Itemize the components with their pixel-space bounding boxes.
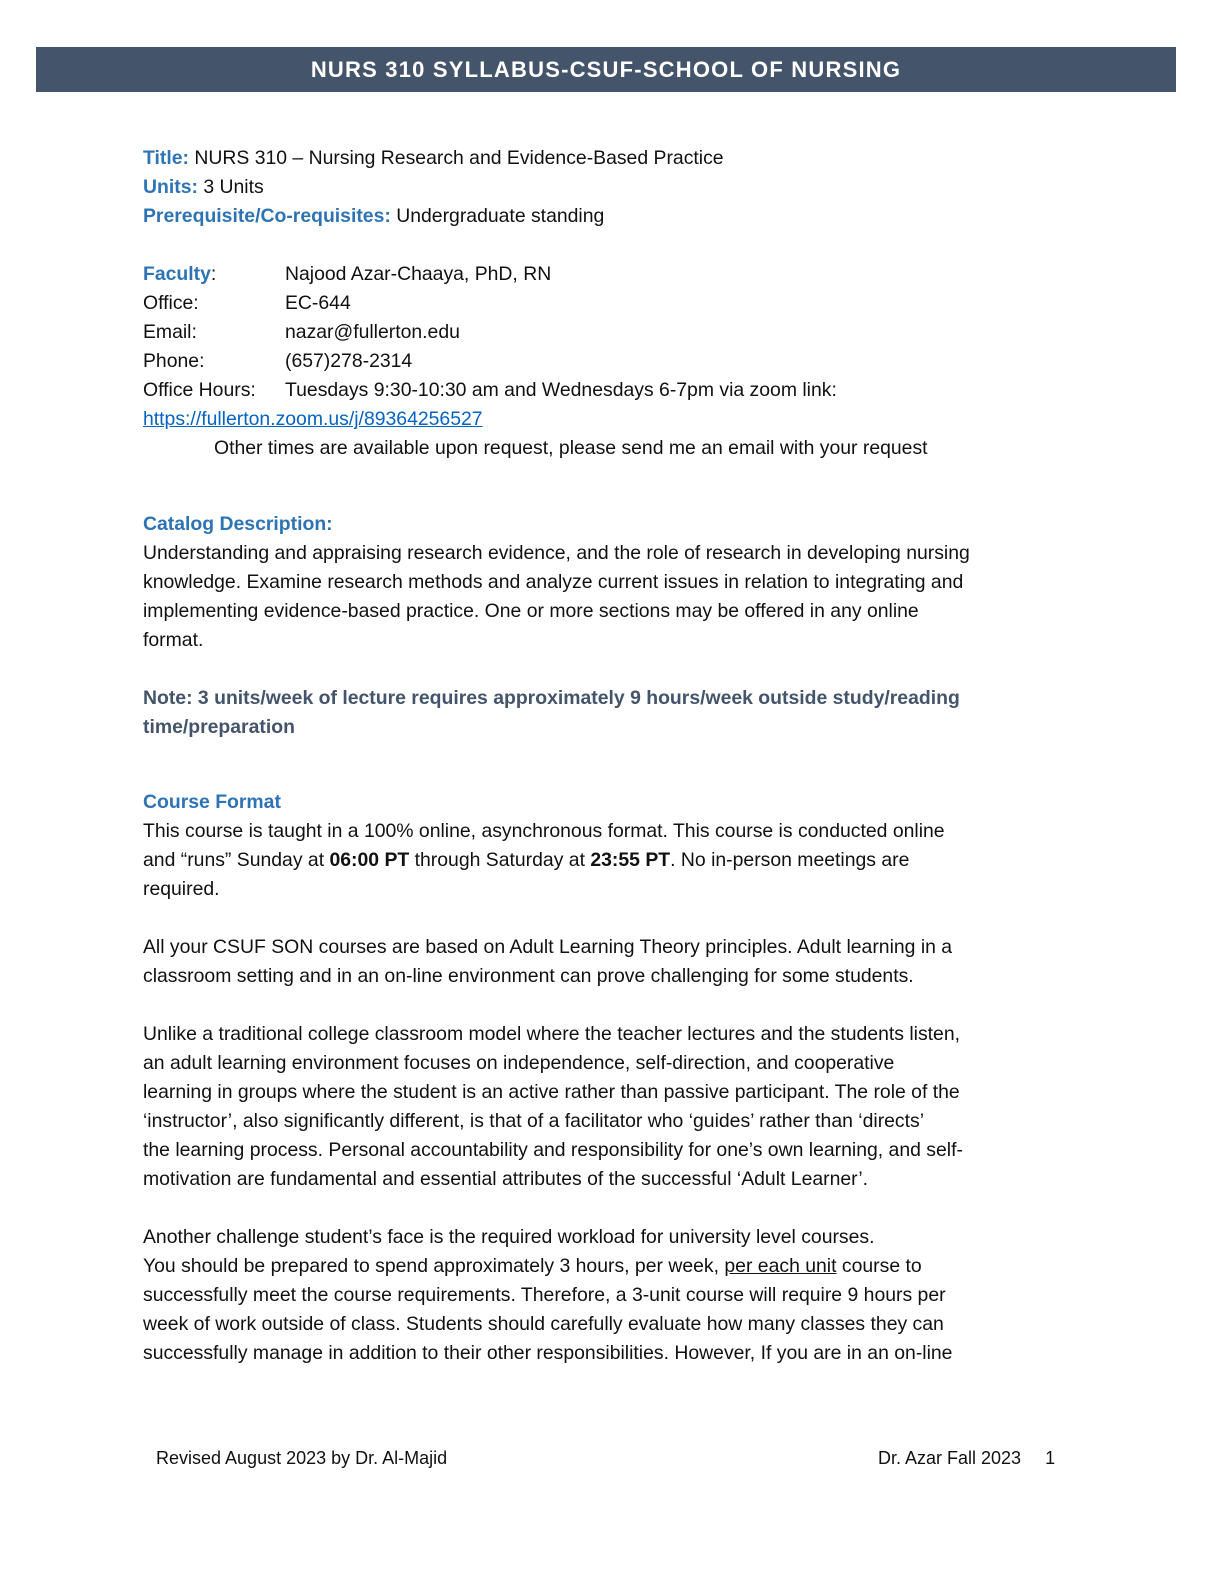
prereq-value: Undergraduate standing (396, 205, 605, 227)
office-hours-value: Tuesdays 9:30-10:30 am and Wednesdays 6-7pm via zoom link: (285, 379, 837, 401)
office-row (143, 289, 1083, 318)
page-number: 1 (1045, 1448, 1056, 1468)
format-text: . No in-person meetings are (670, 849, 910, 871)
format-line: classroom setting and in an on-line environment can prove challenging for some students. (143, 965, 914, 987)
format-line: successfully manage in addition to their other responsibilities. However, If you are in an on-line (143, 1342, 953, 1364)
format-text: course to (836, 1255, 922, 1277)
footer-term: Dr. Azar Fall 2023 (878, 1448, 1022, 1468)
format-line (143, 846, 1083, 875)
faculty-colon: : (210, 263, 217, 285)
email-label: Email: (143, 321, 197, 343)
catalog-line: knowledge. Examine research methods and analyze current issues in relation to integrating and (143, 571, 964, 593)
format-line: week of work outside of class. Students should carefully evaluate how many classes they can (143, 1313, 944, 1335)
format-line: the learning process. Personal accountability and responsibility for one’s own learning, and self- (143, 1139, 963, 1161)
office-hours-label: Office Hours: (143, 379, 256, 401)
format-text: and “runs” Sunday at (143, 849, 330, 871)
phone-label: Phone: (143, 350, 205, 372)
course-format-heading: Course Format (143, 791, 281, 813)
format-text: You should be prepared to spend approximately 3 hours, per week, (143, 1255, 725, 1277)
syllabus-banner: NURS 310 SYLLABUS-CSUF-SCHOOL OF NURSING (36, 47, 1176, 92)
format-line: ‘instructor’, also significantly different, is that of a facilitator who ‘guides’ rather than ‘directs’ (143, 1110, 925, 1132)
other-times-note: Other times are available upon request, please send me an email with your request (214, 437, 928, 459)
email-value: nazar@fullerton.edu (285, 321, 460, 343)
catalog-line: implementing evidence-based practice. One or more sections may be offered in any online (143, 600, 919, 622)
prereq-label: Prerequisite/Co-requisites: (143, 205, 391, 227)
format-line (143, 1252, 1083, 1281)
units-line (143, 173, 1083, 202)
prereq-line (143, 202, 1083, 231)
note-line: time/preparation (143, 716, 295, 738)
per-each-unit-emphasis: per each unit (724, 1255, 837, 1277)
units-value: 3 Units (203, 176, 264, 198)
format-text: through Saturday at (409, 849, 591, 871)
start-time: 06:00 PT (329, 849, 410, 871)
format-line: Unlike a traditional college classroom model where the teacher lectures and the students listen, (143, 1023, 961, 1045)
title-label: Title: (143, 147, 189, 169)
email-row (143, 318, 1083, 347)
syllabus-body (143, 144, 1083, 1368)
catalog-line: Understanding and appraising research evidence, and the role of research in developing nursing (143, 542, 970, 564)
office-hours-row (143, 376, 1083, 405)
office-value: EC-644 (285, 292, 351, 314)
note-line: Note: 3 units/week of lecture requires approximately 9 hours/week outside study/reading (143, 687, 960, 709)
format-line: successfully meet the course requirements. Therefore, a 3-unit course will require 9 hours per (143, 1284, 946, 1306)
title-value: NURS 310 – Nursing Research and Evidence-Based Practice (194, 147, 724, 169)
format-paragraph-1 (143, 817, 1083, 904)
format-line: required. (143, 878, 220, 900)
units-label: Units: (143, 176, 198, 198)
format-paragraph-3 (143, 1020, 1083, 1194)
catalog-heading: Catalog Description: (143, 513, 333, 535)
phone-row (143, 347, 1083, 376)
end-time: 23:55 PT (590, 849, 671, 871)
workload-note (143, 684, 1083, 742)
format-line: Another challenge student’s face is the required workload for university level courses. (143, 1226, 875, 1248)
footer-revision: Revised August 2023 by Dr. Al-Majid (156, 1448, 448, 1468)
phone-value: (657)278-2314 (285, 350, 413, 372)
faculty-label: Faculty (143, 263, 211, 285)
faculty-value: Najood Azar-Chaaya, PhD, RN (285, 263, 552, 285)
format-line: All your CSUF SON courses are based on Adult Learning Theory principles. Adult learning in a (143, 936, 953, 958)
format-line: motivation are fundamental and essential attributes of the successful ‘Adult Learner’. (143, 1168, 869, 1190)
office-label: Office: (143, 292, 199, 314)
catalog-line: format. (143, 629, 204, 651)
course-title-line (143, 144, 1083, 173)
format-line: an adult learning environment focuses on independence, self-direction, and cooperative (143, 1052, 895, 1074)
zoom-link[interactable]: https://fullerton.zoom.us/j/89364256527 (143, 408, 483, 430)
footer-right (878, 1446, 1055, 1470)
format-paragraph-2 (143, 933, 1083, 991)
format-paragraph-4 (143, 1223, 1083, 1368)
format-line: This course is taught in a 100% online, asynchronous format. This course is conducted online (143, 820, 945, 842)
catalog-description (143, 539, 1083, 655)
faculty-row (143, 260, 1083, 289)
format-line: learning in groups where the student is an active rather than passive participant. The role of the (143, 1081, 960, 1103)
